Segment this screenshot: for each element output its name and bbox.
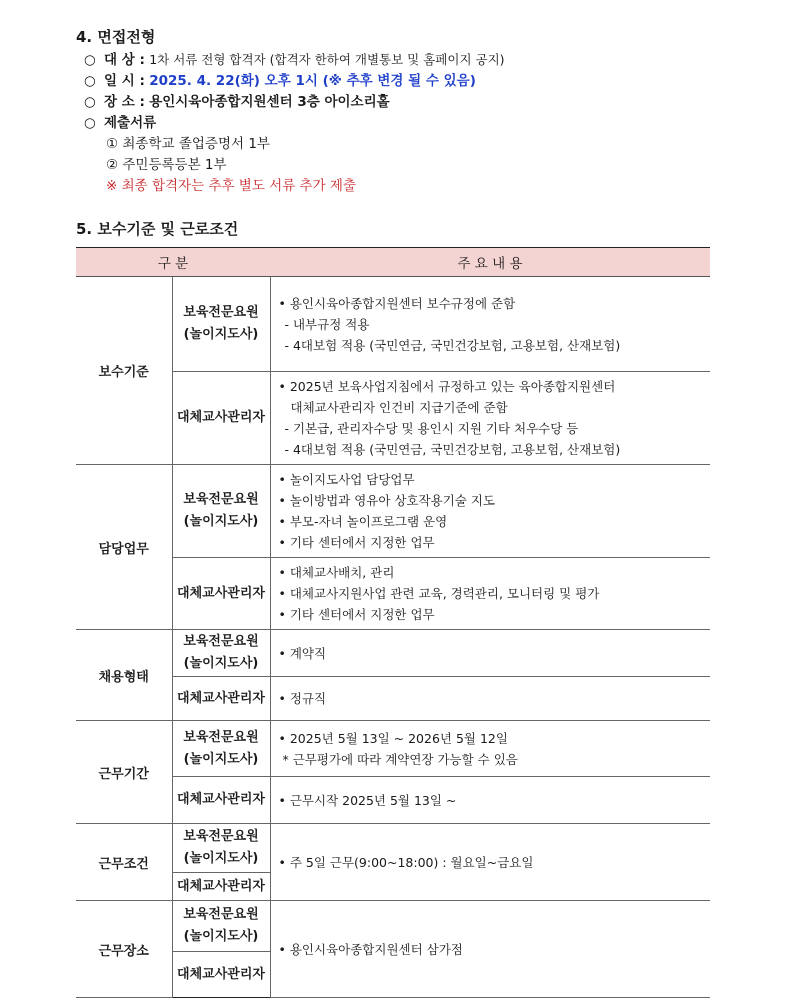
table-row: [76, 677, 710, 721]
section-4-title: 4. 면접전형: [76, 28, 156, 46]
interview-target-label: 대 상 :: [104, 52, 145, 68]
category-cell: 담당업무: [76, 465, 172, 630]
content-cell: • 주 5일 근무(9:00~18:00) : 월요일~금요일: [270, 824, 710, 901]
sub-cell-substitute-manager: 대체교사관리자: [172, 372, 270, 465]
table-row: [76, 277, 710, 372]
interview-place-text: 용인시육아종합지원센터 3층 아이소리홀: [149, 94, 390, 110]
sub-cell-play-teacher: 보육전문요원 (놀이지도사): [172, 465, 270, 558]
interview-datetime-text: 2025. 4. 22(화) 오후 1시 (※ 추후 변경 될 수 있음): [149, 73, 476, 89]
sub-cell-substitute-manager: 대체교사관리자: [172, 873, 270, 901]
interview-target-line: [84, 50, 505, 70]
content-cell: • 2025년 5월 13일 ~ 2026년 5월 12일 * 근무평가에 따라 계약연장 가능할 수 있음: [270, 721, 710, 777]
interview-place-label: 장 소 :: [104, 94, 145, 110]
content-cell: • 근무시작 2025년 5월 13일 ~: [270, 777, 710, 824]
circle-bullet-icon: ○: [84, 52, 96, 68]
content-cell: • 용인시육아종합지원센터 삼가점: [270, 901, 710, 998]
content-cell: • 대체교사배치, 관리 • 대체교사지원사업 관련 교육, 경력관리, 모니터링 및 평가 • 기타 센터에서 지정한 업무: [270, 558, 710, 630]
table-row: [76, 721, 710, 777]
sub-cell-play-teacher: 보육전문요원 (놀이지도사): [172, 630, 270, 677]
content-cell: • 용인시육아종합지원센터 보수규정에 준함 - 내부규정 적용 - 4대보험 적용 (국민연금, 국민건강보험, 고용보험, 산재보험): [270, 277, 710, 372]
content-cell: • 계약직: [270, 630, 710, 677]
documents-line: [84, 113, 156, 133]
header-category: 구 분: [76, 248, 270, 277]
table-row: [76, 558, 710, 630]
category-cell: 채용형태: [76, 630, 172, 721]
document-item: ② 주민등록등본 1부: [106, 157, 227, 173]
document-item: ① 최종학교 졸업증명서 1부: [106, 136, 270, 152]
content-cell: • 2025년 보육사업지침에서 규정하고 있는 육아종합지원센터 대체교사관리자 인건비 지급기준에 준함 - 기본급, 관리자수당 및 용인시 지원 기타 처우수당 등 - 4대보험 적용 (국민연금, 국민건강보험, 고용보험, 산재보험): [270, 372, 710, 465]
sub-cell-substitute-manager: 대체교사관리자: [172, 777, 270, 824]
circle-bullet-icon: ○: [84, 115, 96, 131]
table-row: [76, 824, 710, 873]
circle-bullet-icon: ○: [84, 94, 96, 110]
sub-cell-play-teacher: 보육전문요원 (놀이지도사): [172, 901, 270, 952]
sub-cell-play-teacher: 보육전문요원 (놀이지도사): [172, 721, 270, 777]
category-cell: 근무기간: [76, 721, 172, 824]
conditions-table: [76, 247, 710, 998]
table-row: [76, 901, 710, 952]
table-header-row: [76, 248, 710, 277]
sub-cell-substitute-manager: 대체교사관리자: [172, 558, 270, 630]
table-row: [76, 630, 710, 677]
sub-cell-play-teacher: 보육전문요원 (놀이지도사): [172, 824, 270, 873]
category-cell: 근무조건: [76, 824, 172, 901]
interview-datetime-label: 일 시 :: [104, 73, 145, 89]
sub-cell-play-teacher: 보육전문요원 (놀이지도사): [172, 277, 270, 372]
documents-label: 제출서류: [104, 115, 157, 131]
content-cell: • 정규직: [270, 677, 710, 721]
category-cell: 보수기준: [76, 277, 172, 465]
table-row: [76, 465, 710, 558]
interview-target-text: 1차 서류 전형 합격자 (합격자 한하여 개별통보 및 홈페이지 공지): [149, 52, 505, 67]
section-5-title: 5. 보수기준 및 근로조건: [76, 220, 239, 238]
content-cell: • 놀이지도사업 담당업무 • 놀이방법과 영유아 상호작용기술 지도 • 부모-자녀 놀이프로그램 운영 • 기타 센터에서 지정한 업무: [270, 465, 710, 558]
header-content: 주 요 내 용: [270, 248, 710, 277]
sub-cell-substitute-manager: 대체교사관리자: [172, 677, 270, 721]
table-row: [76, 372, 710, 465]
final-note: ※ 최종 합격자는 추후 별도 서류 추가 제출: [106, 178, 357, 194]
table-row: [76, 777, 710, 824]
interview-datetime-line: [84, 71, 476, 91]
category-cell: 근무장소: [76, 901, 172, 998]
circle-bullet-icon: ○: [84, 73, 96, 89]
interview-place-line: [84, 92, 390, 112]
sub-cell-substitute-manager: 대체교사관리자: [172, 952, 270, 998]
